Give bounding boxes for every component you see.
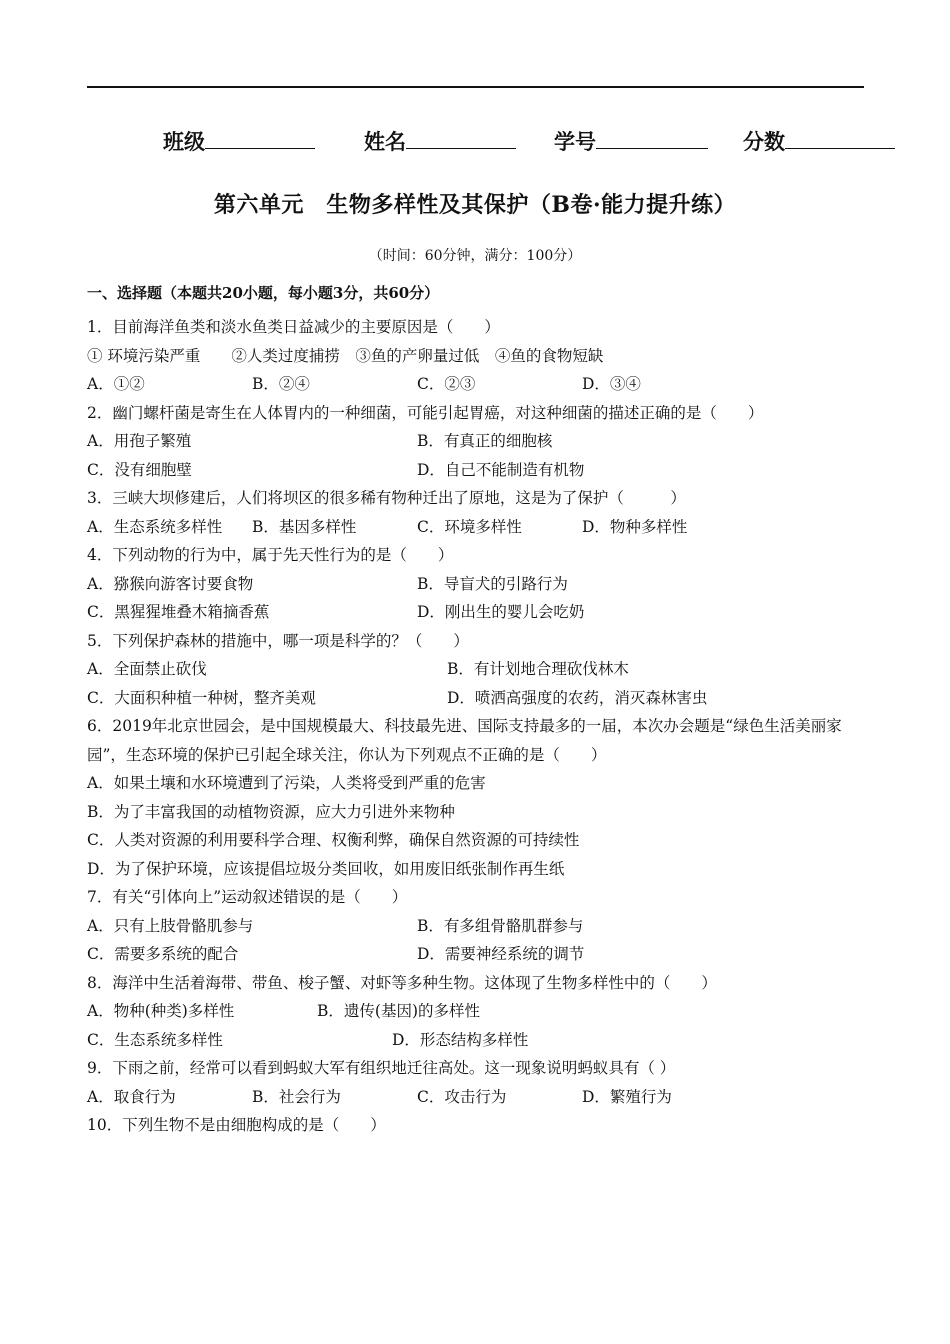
option-row (87, 1026, 867, 1055)
option-b: B．遗传(基因)的多样性 (317, 1002, 480, 1020)
option-d: D．物种多样性 (582, 517, 688, 536)
option-b: B．基因多样性 (252, 517, 357, 536)
option-row (87, 427, 867, 456)
class-blank[interactable] (205, 126, 315, 149)
class-label: 班级 (163, 129, 205, 154)
option-c: C．②③ (417, 375, 476, 393)
name-blank[interactable] (406, 126, 516, 149)
question-stem: 10．下列生物不是由细胞构成的是（ ） (87, 1116, 386, 1134)
option-row (87, 1083, 867, 1112)
name-label: 姓名 (364, 129, 406, 154)
option-row (87, 370, 867, 399)
option-b: B．社会行为 (252, 1087, 341, 1106)
id-label: 学号 (554, 129, 596, 154)
option-row (87, 598, 867, 627)
option-b: B．②④ (252, 375, 310, 393)
option-d: D．为了保护环境，应该提倡垃圾分类回收，如用废旧纸张制作再生纸 (87, 859, 565, 878)
option-d: D．刚出生的婴儿会吃奶 (417, 603, 585, 621)
option-d: D．形态结构多样性 (392, 1030, 529, 1049)
option-row (87, 655, 867, 684)
option-d: D．需要神经系统的调节 (417, 945, 585, 963)
question-stem: 3．三峡大坝修建后，人们将坝区的很多稀有物种迁出了原地，这是为了保护（ ） (87, 489, 686, 507)
option-b: B．有计划地合理砍伐林木 (447, 660, 629, 678)
option-a: A．物种(种类)多样性 (87, 1002, 235, 1020)
option-c: C．大面积种植一种树，整齐美观 (87, 688, 316, 707)
option-row (87, 997, 867, 1026)
option-a: A．取食行为 (87, 1087, 176, 1106)
option-c: C．攻击行为 (417, 1087, 507, 1106)
option-c: C．没有细胞壁 (87, 460, 192, 479)
id-field (554, 126, 708, 156)
option-row (87, 570, 867, 599)
question-stem: 9．下雨之前，经常可以看到蚂蚁大军有组织地迁往高处。这一现象说明蚂蚁具有（ ） (87, 1059, 676, 1077)
question-stem: 5．下列保护森林的措施中，哪一项是科学的？（ ） (87, 631, 469, 650)
score-label: 分数 (743, 129, 785, 154)
score-field (743, 126, 895, 156)
question-stem: 6．2019年北京世园会，是中国规模最大、科技最先进、国际支持最多的一届，本次办会题是“绿色生活美丽家园”，生态环境的保护已引起全球关注，你认为下列观点不正确的是（ ） (87, 717, 842, 764)
option-a: A．只有上肢骨骼肌参与 (87, 916, 254, 935)
section-heading: 一、选择题（本题共20小题，每小题3分，共60分） (87, 284, 440, 302)
option-b: B．有多组骨骼肌群参与 (417, 916, 584, 935)
option-d: D．自己不能制造有机物 (417, 460, 585, 479)
question-stem: 2．幽门螺杆菌是寄生在人体胃内的一种细菌，可能引起胃癌，对这种细菌的描述正确的是（ ） (87, 403, 764, 422)
option-b: B．导盲犬的引路行为 (417, 574, 568, 593)
header-rule (87, 86, 864, 88)
option-a: A．生态系统多样性 (87, 517, 223, 536)
option-a: A．如果土壤和水环境遭到了污染，人类将受到严重的危害 (87, 774, 486, 792)
question-stem: 4．下列动物的行为中，属于先天性行为的是（ ） (87, 546, 454, 564)
option-c: C．黑猩猩堆叠木箱摘香蕉 (87, 603, 270, 621)
id-blank[interactable] (596, 126, 708, 149)
option-row (87, 456, 867, 485)
option-row (87, 684, 867, 713)
option-row (87, 513, 867, 542)
option-b: B．有真正的细胞核 (417, 432, 553, 450)
option-c: C．环境多样性 (417, 517, 522, 536)
option-a: A．全面禁止砍伐 (87, 660, 207, 678)
score-blank[interactable] (785, 126, 895, 149)
option-c: C．人类对资源的利用要科学合理、权衡利弊，确保自然资源的可持续性 (87, 831, 580, 849)
class-field (163, 126, 315, 156)
option-b: B．为了丰富我国的动植物资源，应大力引进外来物种 (87, 802, 455, 821)
question-stem: 8．海洋中生活着海带、带鱼、梭子蟹、对虾等多种生物。这体现了生物多样性中的（ ） (87, 973, 717, 992)
option-d: D．喷洒高强度的农药，消灭森林害虫 (447, 688, 708, 707)
option-d: D．繁殖行为 (582, 1087, 672, 1106)
option-a: A．猕猴向游客讨要食物 (87, 574, 254, 593)
question-stem: 1．目前海洋鱼类和淡水鱼类日益减少的主要原因是（ ） (87, 318, 500, 336)
exam-time-score: （时间：60分钟，满分：100分） (368, 248, 582, 264)
option-c: C．生态系统多样性 (87, 1030, 223, 1049)
option-a: A．用孢子繁殖 (87, 432, 192, 450)
option-d: D．③④ (582, 375, 641, 393)
option-a: A．①② (87, 375, 145, 393)
option-row (87, 912, 867, 941)
question-list (87, 313, 867, 1140)
question-stem: 7．有关“引体向上”运动叙述错误的是（ ） (87, 888, 408, 906)
page-title: 第六单元 生物多样性及其保护（B卷·能力提升练） (213, 192, 737, 218)
option-c: C．需要多系统的配合 (87, 945, 239, 963)
option-row (87, 940, 867, 969)
name-field (364, 126, 516, 156)
question-subitems: ① 环境污染严重 ②人类过度捕捞 ③鱼的产卵量过低 ④鱼的食物短缺 (87, 346, 604, 365)
student-info-row (0, 126, 950, 158)
